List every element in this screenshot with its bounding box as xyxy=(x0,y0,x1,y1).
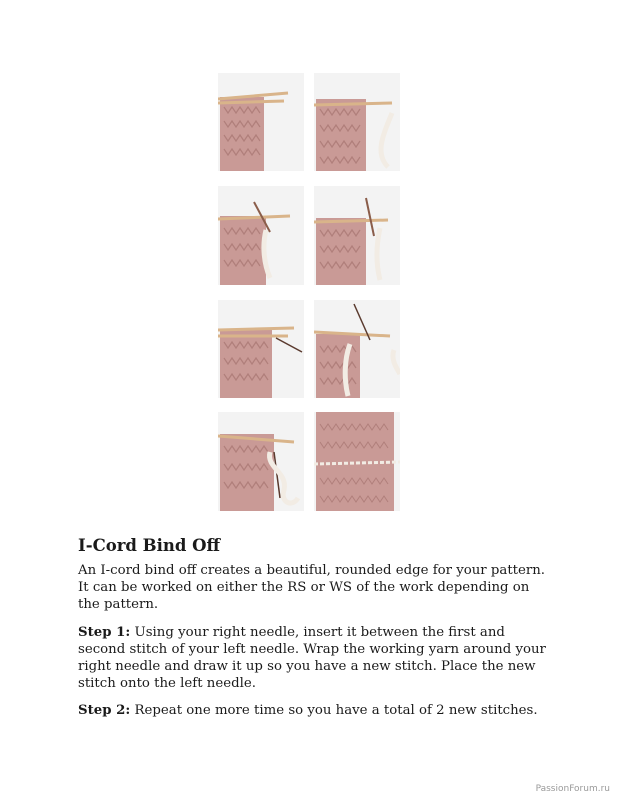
knitting-finished-swatch-photo-icon xyxy=(314,412,400,511)
step-photo-4 xyxy=(314,186,400,285)
intro-paragraph: An I-cord bind off creates a beautiful, rounded edge for your pattern. It can be worked on either the RS or WS of the work depending on the pattern. xyxy=(78,563,546,613)
step-2-label: Step 2: xyxy=(78,703,131,719)
step-photo-5 xyxy=(218,300,304,398)
step-photo-6 xyxy=(314,300,400,398)
step-1-text: Using your right needle, insert it between the first and second stitch of your left needle. Wrap the working yarn around your right needle and draw it up so you have a new stitch. Place the new stitch onto the left needle. xyxy=(78,624,546,692)
step-1-paragraph xyxy=(78,624,548,693)
knitting-step-photo-3-icon xyxy=(218,186,304,285)
step-photo-8 xyxy=(314,412,400,511)
step-photo-3 xyxy=(218,186,304,285)
step-photo-7 xyxy=(218,412,304,511)
step-2-text: Repeat one more time so you have a total of 2 new stitches. xyxy=(130,703,538,719)
watermark: PassionForum.ru xyxy=(535,784,610,794)
section-title: I-Cord Bind Off xyxy=(78,536,221,555)
step-2-paragraph xyxy=(78,702,548,719)
step-1-label: Step 1: xyxy=(78,624,131,640)
knitting-step-photo-4-icon xyxy=(314,186,400,285)
step-photo-2 xyxy=(314,73,400,171)
knitting-step-photo-1-icon xyxy=(218,73,304,171)
step-photo-1 xyxy=(218,73,304,171)
knitting-step-photo-7-icon xyxy=(218,412,304,511)
knitting-step-photo-5-icon xyxy=(218,300,304,398)
instructions-section xyxy=(78,536,548,730)
knitting-step-photo-2-icon xyxy=(314,73,400,171)
knitting-step-photo-6-icon xyxy=(314,300,400,398)
